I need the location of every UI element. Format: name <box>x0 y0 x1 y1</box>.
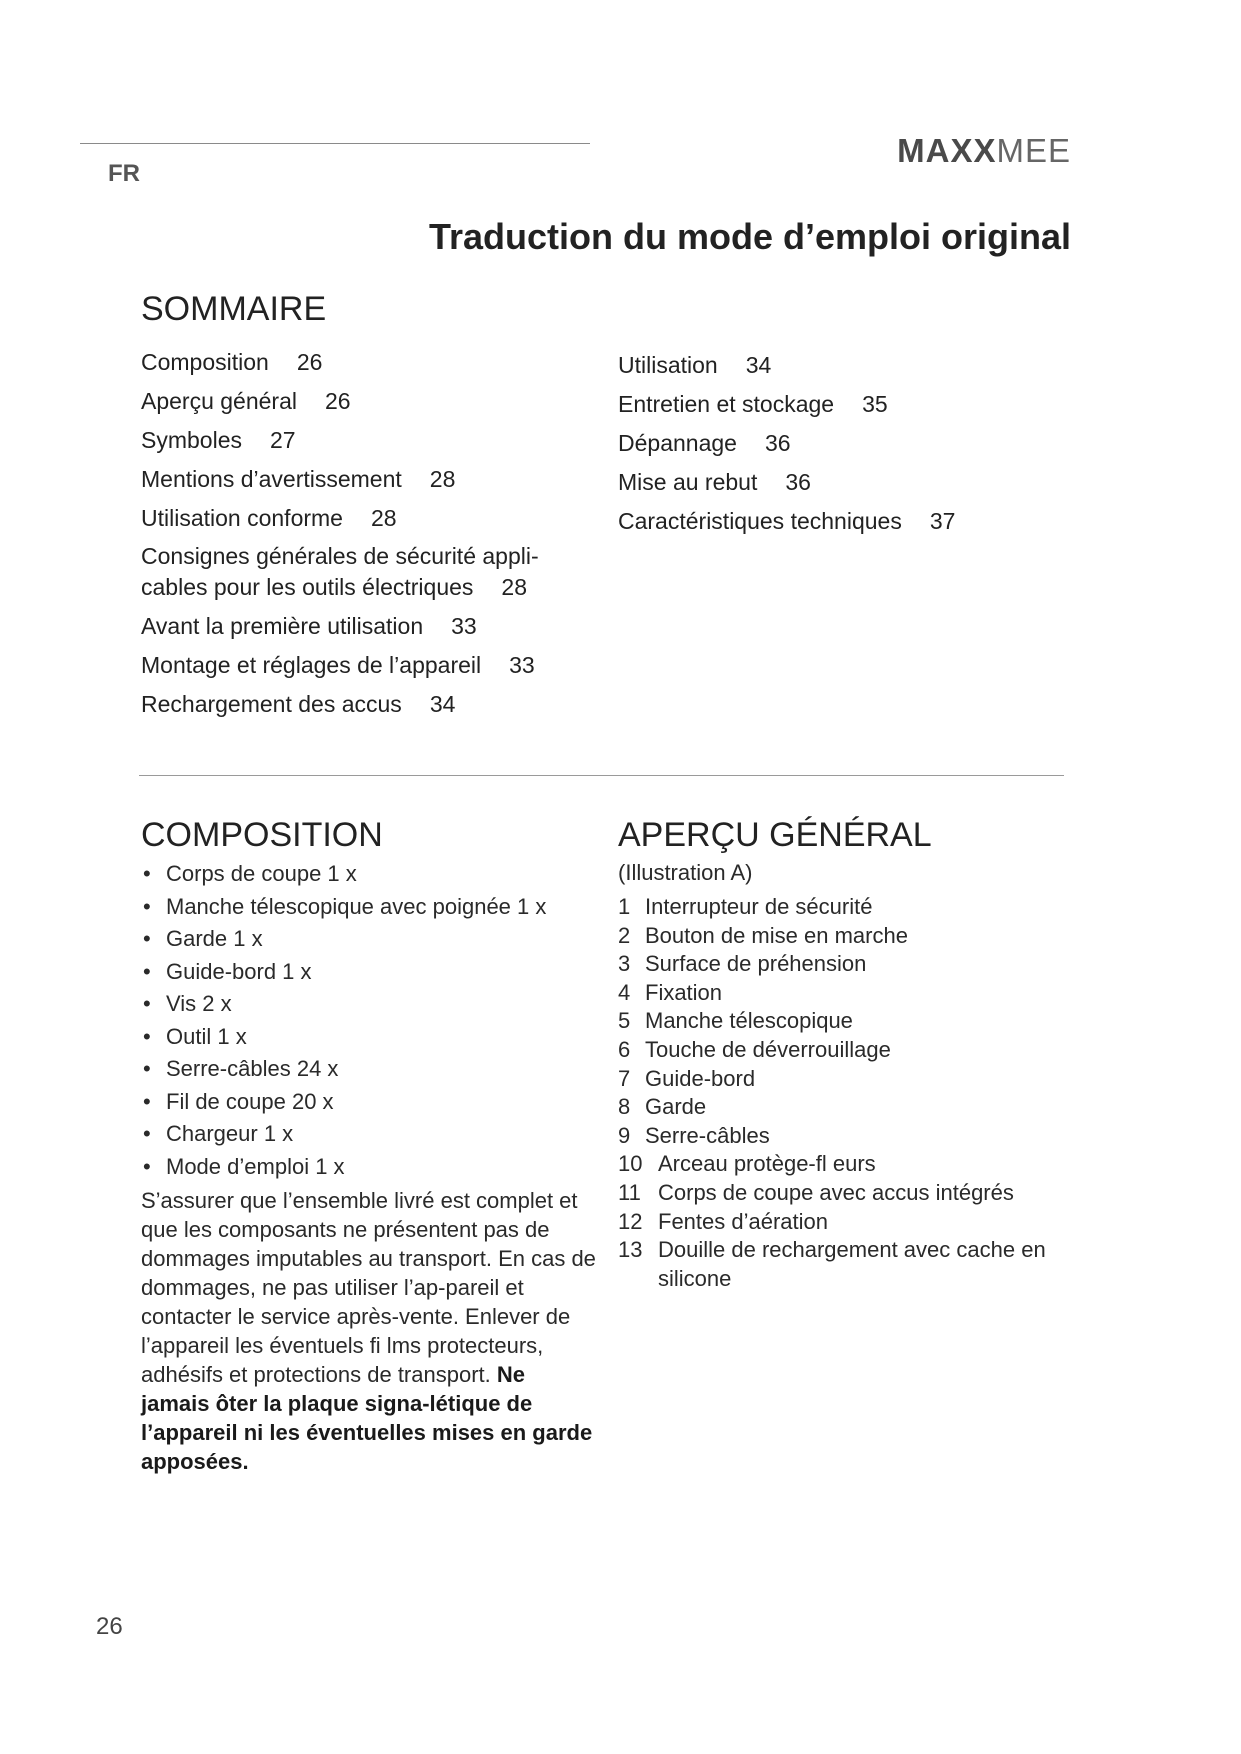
list-item: • Vis 2 x <box>141 988 601 1021</box>
toc-label-continued: cables pour les outils électriques <box>141 574 474 600</box>
part-item <box>618 1007 1058 1036</box>
list-item: • Guide-bord 1 x <box>141 956 601 989</box>
toc-page: 26 <box>296 349 323 375</box>
toc-page: 36 <box>764 430 791 456</box>
toc-label: Utilisation conforme <box>141 505 343 531</box>
list-item: • Garde 1 x <box>141 923 601 956</box>
part-item <box>618 1208 1058 1237</box>
illustration-reference: (Illustration A) <box>618 860 753 885</box>
part-label: Fixation <box>645 979 723 1005</box>
paragraph-text: S’assurer que l’ensemble livré est complet et que les composants ne présentent pas de dommages imputables au transport. En cas de dommages, ne pas utiliser l’ap-pareil et contacter le service après-vente. Enlever de l’appareil les éventuels fi lms protecteurs, adhésifs et protections de transport. <box>141 1188 596 1387</box>
part-item <box>618 1236 1058 1293</box>
part-item <box>618 1150 1058 1179</box>
part-item <box>618 893 1058 922</box>
toc-item[interactable] <box>141 649 581 681</box>
toc-item[interactable] <box>141 424 581 456</box>
toc-item[interactable] <box>618 349 1038 381</box>
part-item <box>618 1036 1058 1065</box>
toc-page: 33 <box>451 613 477 639</box>
toc-page: 34 <box>429 691 456 717</box>
part-number: 10 <box>618 1151 643 1177</box>
toc-page: 34 <box>745 352 772 378</box>
list-item: • Serre-câbles 24 x <box>141 1053 601 1086</box>
page-number: 26 <box>96 1613 123 1640</box>
toc-item[interactable] <box>618 505 1038 537</box>
part-label: Touche de déverrouillage <box>645 1036 891 1062</box>
toc-item[interactable] <box>141 463 581 495</box>
part-item <box>618 979 1058 1008</box>
part-number: 9 <box>618 1122 631 1148</box>
part-label: Serre-câbles <box>645 1122 770 1148</box>
toc-label: Avant la première utilisation <box>141 613 424 639</box>
toc-label: Mentions d’avertissement <box>141 466 402 492</box>
part-label: Surface de préhension <box>645 951 867 977</box>
apercu-heading: APERÇU GÉNÉRAL <box>618 816 932 854</box>
toc-page: 36 <box>785 469 811 495</box>
logo-part-b: MEE <box>996 132 1071 169</box>
brand-logo <box>897 132 1071 170</box>
composition-list <box>141 858 601 1183</box>
toc-item[interactable] <box>141 346 581 378</box>
part-label: Garde <box>645 1094 707 1120</box>
part-label: Interrupteur de sécurité <box>645 894 873 919</box>
toc-label: Dépannage <box>618 430 737 456</box>
part-label: Arceau protège-fl eurs <box>658 1151 876 1177</box>
toc-label: Mise au rebut <box>618 469 758 495</box>
part-number: 6 <box>618 1036 631 1062</box>
part-item <box>618 1122 1058 1151</box>
part-number: 3 <box>618 951 631 977</box>
parts-list <box>618 893 1058 1293</box>
list-item: • Outil 1 x <box>141 1021 601 1054</box>
list-item: • Manche télescopique avec poignée 1 x <box>141 891 601 924</box>
part-number: 11 <box>618 1179 641 1205</box>
toc-item[interactable] <box>618 388 1038 420</box>
toc-page: 37 <box>929 508 956 534</box>
toc-page: 28 <box>429 466 456 492</box>
toc-item[interactable] <box>141 610 581 642</box>
toc-label: Montage et réglages de l’appareil <box>141 652 482 678</box>
logo-part-a: MAXX <box>897 132 997 169</box>
toc-label: Caractéristiques techniques <box>618 508 902 534</box>
part-item <box>618 1179 1058 1208</box>
list-item: • Chargeur 1 x <box>141 1118 601 1151</box>
language-tag: FR <box>108 160 140 187</box>
toc-left-column <box>141 346 581 727</box>
toc-item[interactable] <box>618 466 1038 498</box>
paragraph-warning: Ne jamais ôter la plaque signa-létique de l’appareil ni les éventuelles mises en garde apposées. <box>141 1362 593 1474</box>
composition-heading: COMPOSITION <box>141 816 383 854</box>
list-item: • Mode d’emploi 1 x <box>141 1151 601 1184</box>
header-rule <box>80 143 590 144</box>
toc-item[interactable] <box>141 385 581 417</box>
part-label: Manche télescopique <box>645 1008 853 1034</box>
toc-item[interactable] <box>141 688 581 720</box>
toc-item[interactable] <box>141 541 581 603</box>
toc-item[interactable] <box>618 427 1038 459</box>
part-label: Guide-bord <box>645 1065 756 1091</box>
sommaire-heading: SOMMAIRE <box>141 290 327 328</box>
toc-page: 33 <box>509 652 535 678</box>
toc-page: 26 <box>325 388 351 414</box>
toc-label: Consignes générales de sécurité appli- <box>141 543 539 569</box>
toc-page: 28 <box>370 505 397 531</box>
section-divider <box>139 775 1064 776</box>
part-item <box>618 950 1058 979</box>
part-label: Douille de rechargement avec cache en silicone <box>658 1237 1046 1291</box>
toc-label: Symboles <box>141 427 242 453</box>
part-number: 2 <box>618 922 631 948</box>
part-item <box>618 1093 1058 1122</box>
toc-label: Rechargement des accus <box>141 691 402 717</box>
toc-label: Aperçu général <box>141 388 297 414</box>
toc-page: 35 <box>862 391 888 417</box>
list-item: • Fil de coupe 20 x <box>141 1086 601 1119</box>
part-number: 4 <box>618 979 631 1005</box>
toc-item[interactable] <box>141 502 581 534</box>
toc-label: Utilisation <box>618 352 718 378</box>
part-number: 5 <box>618 1008 631 1034</box>
toc-label: Composition <box>141 349 269 375</box>
part-item <box>618 922 1058 951</box>
part-number: 13 <box>618 1237 643 1263</box>
part-label: Fentes d’aération <box>658 1208 828 1234</box>
part-number: 8 <box>618 1094 631 1120</box>
part-label: Corps de coupe avec accus intégrés <box>658 1179 1014 1205</box>
part-number: 1 <box>618 894 631 919</box>
toc-right-column <box>618 349 1038 544</box>
part-label: Bouton de mise en marche <box>645 922 908 948</box>
toc-page: 28 <box>501 574 527 600</box>
composition-paragraph <box>141 1186 596 1476</box>
part-number: 12 <box>618 1208 643 1234</box>
toc-page: 27 <box>269 427 296 453</box>
part-item <box>618 1065 1058 1094</box>
document-title: Traduction du mode d’emploi original <box>428 216 1071 257</box>
part-number: 7 <box>618 1065 631 1091</box>
list-item: • Corps de coupe 1 x <box>141 858 601 891</box>
toc-label: Entretien et stockage <box>618 391 835 417</box>
